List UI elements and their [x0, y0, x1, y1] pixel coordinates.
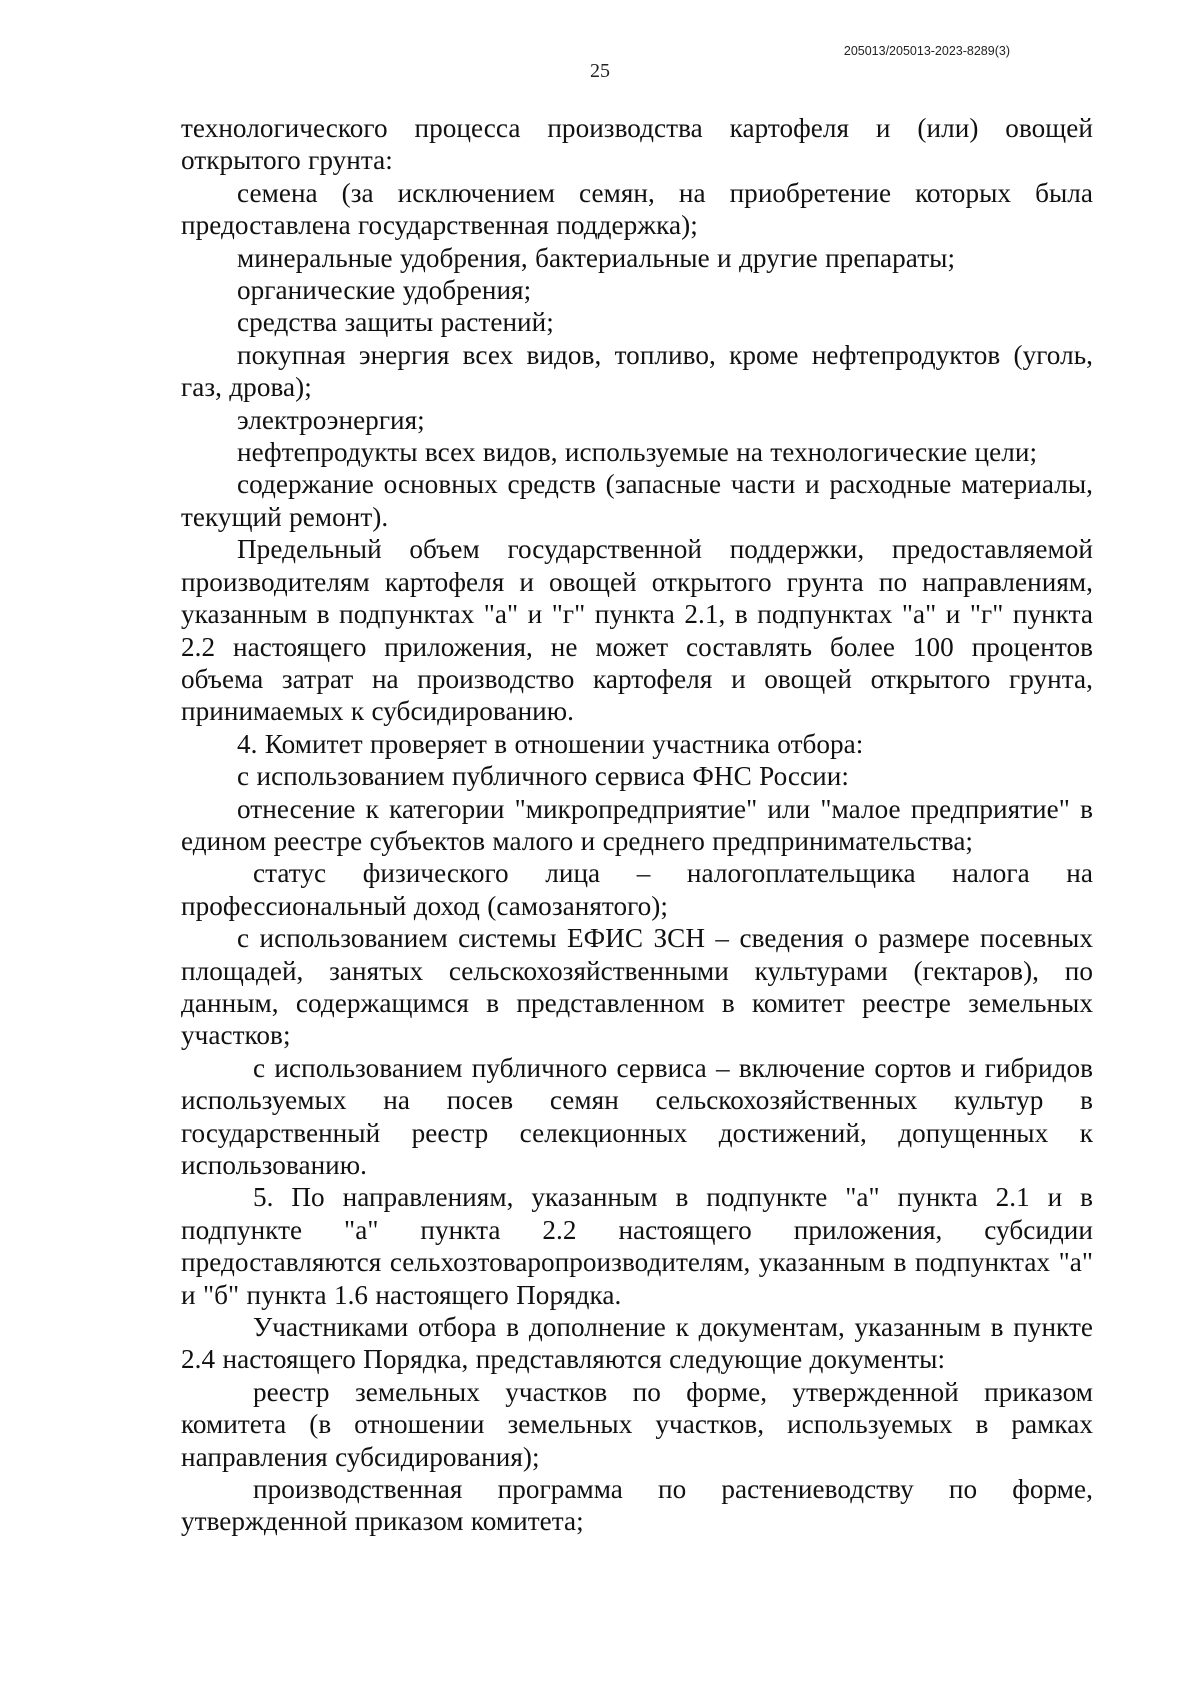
list-item-purchased-energy: покупная энергия всех видов, топливо, кроме нефтепродуктов (уголь, газ, дрова);	[181, 339, 1093, 403]
list-item-fixed-assets: содержание основных средств (запасные части и расходные материалы, текущий ремонт).	[181, 469, 1093, 532]
list-item-electricity: электроэнергия;	[237, 404, 425, 435]
paragraph-efis-zsn: с использованием системы ЕФИС ЗСН – сведения о размере посевных площадей, занятых сельскохозяйственными культурами (гектаров), по данным, содержащимся в представленном в комитет реестре земельных участков;	[181, 923, 1093, 1051]
list-item-plant-protection: средства защиты растений;	[237, 307, 554, 338]
list-item-petroleum-products: нефтепродукты всех видов, используемые на технологические цели;	[237, 437, 1038, 468]
list-item-organic-fertilizers: органические удобрения;	[237, 275, 532, 306]
page-number: 25	[590, 60, 610, 82]
list-item-mineral-fertilizers: минеральные удобрения, бактериальные и другие препараты;	[237, 242, 956, 273]
paragraph-support-limit: Предельный объем государственной поддержки, предоставляемой производителям картофеля и овощей открытого грунта по направлениям, указанным в подпунктах "а" и "г" пункта 2.1, в подпунктах "а" и "г" пункта 2.2 настоящего приложения, не может составлять более 100 процентов объема затрат на производство картофеля и овощей открытого грунта, принимаемых к субсидированию.	[181, 534, 1093, 727]
paragraph-fns-service: с использованием публичного сервиса ФНС России:	[237, 761, 849, 792]
list-item-seeds: семена (за исключением семян, на приобретение которых была предоставлена государственная поддержка);	[181, 177, 1093, 241]
paragraph-self-employed-status: статус физического лица – налогоплательщика налога на профессиональный доход (самозанятого);	[181, 858, 1093, 921]
paragraph-section-4: 4. Комитет проверяет в отношении участника отбора:	[237, 728, 864, 759]
paragraph-continuation: технологического процесса производства картофеля и (или) овощей открытого грунта:	[181, 113, 1093, 176]
paragraph-additional-documents: Участниками отбора в дополнение к документам, указанным в пункте 2.4 настоящего Порядка, представляются следующие документы:	[181, 1312, 1093, 1375]
paragraph-section-5: 5. По направлениям, указанным в подпункте "а" пункта 2.1 и в подпункте "а" пункта 2.2 настоящего приложения, субсидии предоставляются сельхозтоваропроизводителям, указанным в подпунктах "а" и "б" пункта 1.6 настоящего Порядка.	[181, 1182, 1093, 1310]
document-id: 205013/205013-2023-8289(3)	[843, 44, 1010, 58]
paragraph-enterprise-category: отнесение к категории "микропредприятие" или "малое предприятие" в едином реестре субъектов малого и среднего предпринимательства;	[181, 793, 1093, 856]
document-body	[181, 112, 1093, 1538]
paragraph-varieties-registry: с использованием публичного сервиса – включение сортов и гибридов используемых на посев семян сельскохозяйственных культур в государственный реестр селекционных достижений, допущенных к использованию.	[181, 1052, 1093, 1180]
list-item-production-program: производственная программа по растениеводству по форме, утвержденной приказом комитета;	[181, 1474, 1093, 1537]
list-item-land-registry: реестр земельных участков по форме, утвержденной приказом комитета (в отношении земельных участков, используемых в рамках направления субсидирования);	[181, 1376, 1093, 1472]
